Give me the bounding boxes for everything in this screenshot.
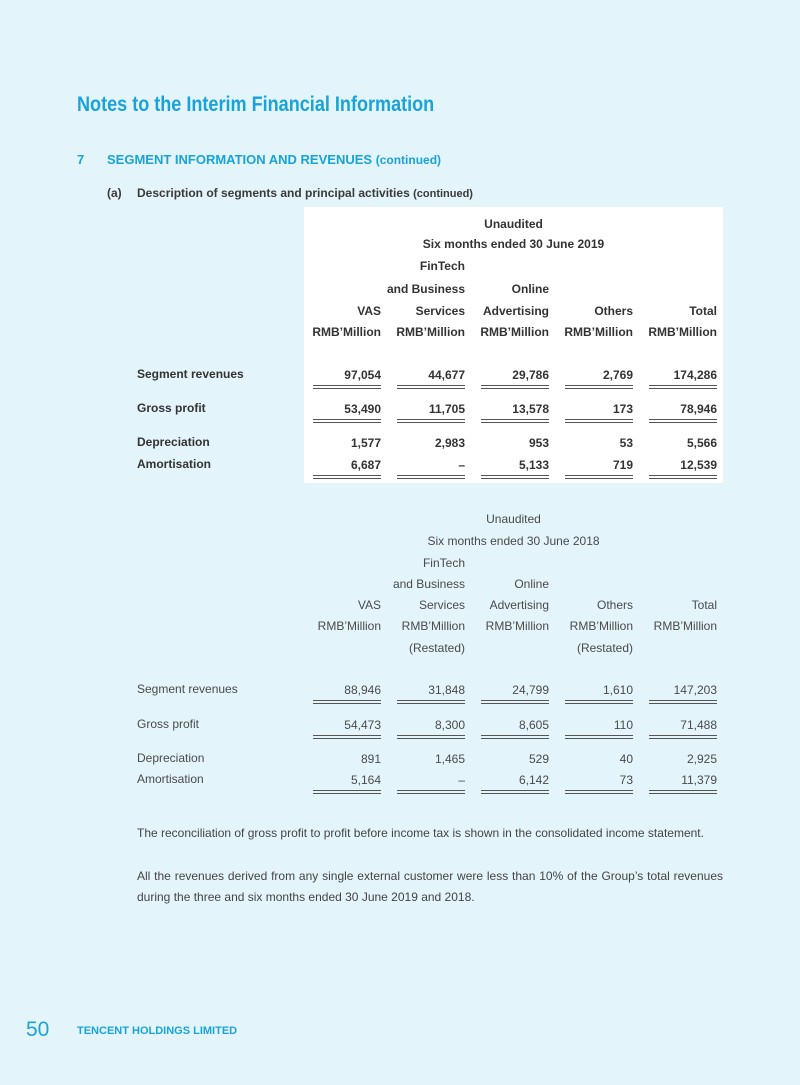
section-suffix: (continued) — [375, 153, 442, 167]
double-underline — [649, 475, 717, 479]
footer-company-name: TENCENT HOLDINGS LIMITED — [77, 1025, 238, 1037]
table-cell: 71,488 — [680, 718, 717, 732]
table-cell: 2,925 — [686, 752, 717, 766]
table-period: Six months ended 30 June 2019 — [422, 237, 605, 251]
row-label-gross-profit: Gross profit — [137, 717, 200, 731]
paragraph-reconciliation: The reconciliation of gross profit to profit before income tax is shown in the consolidated income statement. — [137, 826, 704, 840]
table-cell: 110 — [613, 718, 633, 732]
table-status: Unaudited — [484, 217, 543, 231]
page-number: 50 — [26, 1018, 50, 1041]
row-label-amortisation: Amortisation — [137, 457, 212, 471]
col-header-fintech-2: and Business — [386, 282, 465, 296]
table-status: Unaudited — [486, 512, 541, 526]
table-cell: 11,379 — [681, 773, 717, 787]
subsection-label: (a) — [107, 186, 122, 200]
col-header-others: Others — [594, 304, 633, 318]
section-heading — [77, 152, 441, 167]
double-underline — [565, 385, 633, 389]
double-underline — [565, 790, 633, 794]
double-underline — [481, 385, 549, 389]
col-unit: RMB’Million — [569, 619, 633, 633]
table-cell: 1,610 — [602, 683, 633, 697]
table-cell: 78,946 — [680, 402, 717, 416]
double-underline — [313, 475, 381, 479]
col-unit: RMB’Million — [401, 619, 465, 633]
table-cell: 5,133 — [518, 458, 549, 472]
table-cell: 529 — [528, 752, 549, 766]
col-header-online-1: Online — [511, 282, 549, 296]
col-unit: RMB’Million — [653, 619, 717, 633]
col-header-fintech-1: FinTech — [419, 259, 465, 273]
table-cell: 53 — [619, 436, 633, 450]
table-cell: – — [458, 773, 465, 787]
col-header-vas: VAS — [357, 598, 381, 612]
double-underline — [649, 419, 717, 423]
col-header-online-2: Advertising — [489, 598, 549, 612]
col-header-fintech-2: and Business — [392, 577, 465, 591]
table-cell: 147,203 — [673, 683, 717, 697]
col-header-fintech-1: FinTech — [422, 556, 465, 570]
table-cell: 88,946 — [344, 683, 381, 697]
table-cell: 54,473 — [344, 718, 381, 732]
row-label-segment-revenues: Segment revenues — [137, 367, 244, 381]
table-cell: 8,300 — [434, 718, 465, 732]
double-underline — [397, 419, 465, 423]
row-label-depreciation: Depreciation — [137, 435, 210, 449]
double-underline — [397, 790, 465, 794]
table-cell: 1,577 — [350, 436, 381, 450]
double-underline — [313, 700, 381, 704]
double-underline — [397, 735, 465, 739]
section-number: 7 — [77, 152, 85, 167]
col-unit: RMB’Million — [480, 325, 549, 339]
paragraph-customer-revenues: All the revenues derived from any single external customer were less than 10% of the Group’s total revenues during the three and six months ended 30 June 2019 and 2018. — [137, 869, 723, 904]
table-cell: 891 — [360, 752, 381, 766]
double-underline — [649, 700, 717, 704]
table-cell: 6,687 — [350, 458, 381, 472]
table-cell: 8,605 — [518, 718, 549, 732]
double-underline — [481, 790, 549, 794]
double-underline — [481, 700, 549, 704]
double-underline — [565, 475, 633, 479]
section-title: SEGMENT INFORMATION AND REVENUES — [107, 152, 373, 167]
row-label-amortisation: Amortisation — [137, 772, 204, 786]
double-underline — [313, 735, 381, 739]
double-underline — [649, 790, 717, 794]
table-cell: 13,578 — [512, 402, 549, 416]
table-cell: 2,983 — [434, 436, 465, 450]
subsection-suffix: (continued) — [413, 188, 473, 200]
double-underline — [565, 735, 633, 739]
row-label-depreciation: Depreciation — [137, 751, 205, 765]
col-header-total: Total — [691, 598, 717, 612]
double-underline — [481, 475, 549, 479]
table-cell: 44,677 — [428, 368, 465, 382]
col-unit: RMB’Million — [485, 619, 549, 633]
double-underline — [649, 735, 717, 739]
double-underline — [313, 790, 381, 794]
table-cell: 40 — [619, 752, 633, 766]
table-cell: 173 — [612, 402, 633, 416]
row-label-gross-profit: Gross profit — [137, 401, 206, 415]
table-cell: 2,769 — [602, 368, 633, 382]
restated-note: (Restated) — [408, 641, 465, 655]
col-header-total: Total — [689, 304, 717, 318]
col-unit: RMB’Million — [396, 325, 465, 339]
table-period: Six months ended 30 June 2018 — [427, 534, 600, 548]
double-underline — [565, 700, 633, 704]
table-cell: 73 — [619, 773, 633, 787]
table-cell: 1,465 — [434, 752, 465, 766]
table-cell: 24,799 — [512, 683, 549, 697]
table-cell: 12,539 — [680, 458, 717, 472]
table-cell: 97,054 — [344, 368, 381, 382]
double-underline — [397, 385, 465, 389]
page-title: Notes to the Interim Financial Information — [77, 93, 435, 116]
double-underline — [397, 700, 465, 704]
col-header-online-1: Online — [514, 577, 549, 591]
double-underline — [313, 419, 381, 423]
sub-heading — [107, 186, 473, 200]
table-cell: 5,164 — [350, 773, 381, 787]
col-unit: RMB’Million — [317, 619, 381, 633]
double-underline — [565, 419, 633, 423]
col-unit: RMB’Million — [648, 325, 717, 339]
double-underline — [649, 385, 717, 389]
table-cell: 719 — [612, 458, 633, 472]
double-underline — [397, 475, 465, 479]
table-cell: – — [458, 458, 465, 472]
table-cell: 174,286 — [673, 368, 717, 382]
col-header-others: Others — [596, 598, 633, 612]
table-cell: 29,786 — [512, 368, 549, 382]
subsection-title: Description of segments and principal activities — [137, 186, 410, 200]
restated-note: (Restated) — [576, 641, 633, 655]
table-cell: 53,490 — [344, 402, 381, 416]
col-unit: RMB’Million — [312, 325, 381, 339]
col-header-online-2: Advertising — [482, 304, 549, 318]
col-header-fintech-3: Services — [418, 598, 465, 612]
table-cell: 5,566 — [686, 436, 717, 450]
double-underline — [481, 419, 549, 423]
col-header-vas: VAS — [357, 304, 381, 318]
col-header-fintech-3: Services — [415, 304, 465, 318]
double-underline — [313, 385, 381, 389]
table-cell: 953 — [528, 436, 549, 450]
table-cell: 6,142 — [518, 773, 549, 787]
table-cell: 31,848 — [428, 683, 465, 697]
double-underline — [481, 735, 549, 739]
col-unit: RMB’Million — [564, 325, 633, 339]
table-cell: 11,705 — [428, 402, 465, 416]
row-label-segment-revenues: Segment revenues — [137, 682, 238, 696]
